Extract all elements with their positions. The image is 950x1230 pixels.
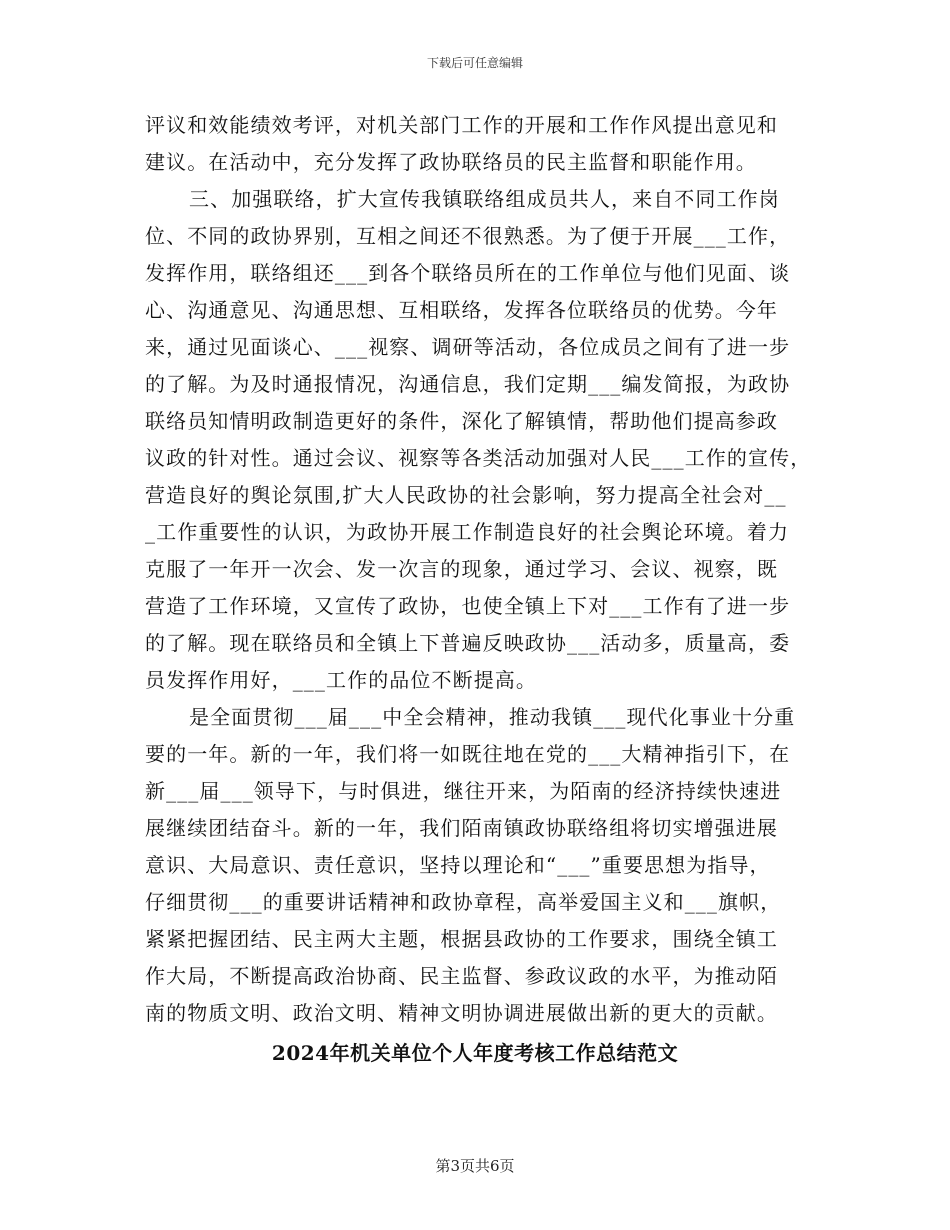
page-number: 第3页共6页 bbox=[435, 1157, 515, 1175]
paragraph-start-line: 是全面贯彻___届___中全会精神，推动我镇___现代化事业十分重 bbox=[189, 705, 796, 729]
text-line: 南的物质文明、政治文明、精神文明协调进展做出新的更大的贡献。 bbox=[145, 1001, 778, 1025]
text-line: 的了解。为及时通报情况，沟通信息，我们定期___编发简报，为政协 bbox=[145, 372, 791, 396]
text-line: 的了解。现在联络员和全镇上下普遍反映政协___活动多，质量高，委 bbox=[145, 631, 791, 655]
text-line: 发挥作用，联络组还___到各个联络员所在的工作单位与他们见面、谈 bbox=[145, 261, 791, 285]
text-line: _工作重要性的认识，为政协开展工作制造良好的社会舆论环境。着力 bbox=[145, 520, 790, 544]
text-line: 营造良好的舆论氛围,扩大人民政协的社会影响，努力提高全社会对__ bbox=[145, 483, 787, 507]
text-line: 来，通过见面谈心、___视察、调研等活动，各位成员之间有了进一步 bbox=[145, 335, 791, 359]
text-line: 议政的针对性。通过会议、视察等各类活动加强对人民___工作的宣传， bbox=[145, 446, 812, 470]
section-title: 2024年机关单位个人年度考核工作总结范文 bbox=[271, 1041, 679, 1065]
text-line: 新___届___领导下，与时俱进，继往开来，为陌南的经济持续快速进 bbox=[145, 779, 782, 803]
document-body bbox=[145, 107, 815, 1032]
page-header: 下载后可任意编辑 bbox=[426, 56, 523, 70]
text-line: 员发挥作用好，___工作的品位不断提高。 bbox=[145, 668, 537, 692]
text-line: 位、不同的政协界别，互相之间还不很熟悉。为了便于开展___工作， bbox=[145, 224, 791, 248]
text-line: 联络员知情明政制造更好的条件，深化了解镇情，帮助他们提高参政 bbox=[145, 409, 778, 433]
text-line: 仔细贯彻___的重要讲话精神和政协章程，高举爱国主义和___旗帜， bbox=[145, 890, 782, 914]
text-line: 营造了工作环境，又宣传了政协，也使全镇上下对___工作有了进一步 bbox=[145, 594, 791, 618]
text-line: 心、沟通意见、沟通思想、互相联络，发挥各位联络员的优势。今年 bbox=[145, 298, 778, 322]
text-line: 作大局，不断提高政治协商、民主监督、参政议政的水平，为推动陌 bbox=[145, 964, 778, 988]
text-line: 紧紧把握团结、民主两大主题，根据县政协的工作要求，围绕全镇工 bbox=[145, 927, 778, 951]
paragraph-start-line: 三、加强联络，扩大宣传我镇联络组成员共人，来自不同工作岗 bbox=[189, 187, 780, 211]
text-line: 要的一年。新的一年，我们将一如既往地在党的___大精神指引下，在 bbox=[145, 742, 791, 766]
text-line: 展继续团结奋斗。新的一年，我们陌南镇政协联络组将切实增强进展 bbox=[145, 816, 778, 840]
text-line: 意识、大局意识、责任意识，坚持以理论和“___”重要思想为指导， bbox=[145, 853, 771, 877]
text-line: 克服了一年开一次会、发一次言的现象，通过学习、会议、视察，既 bbox=[145, 557, 778, 581]
text-line: 评议和效能绩效考评，对机关部门工作的开展和工作作风提出意见和 bbox=[145, 113, 778, 137]
text-line: 建议。在活动中，充分发挥了政协联络员的民主监督和职能作用。 bbox=[145, 150, 757, 174]
